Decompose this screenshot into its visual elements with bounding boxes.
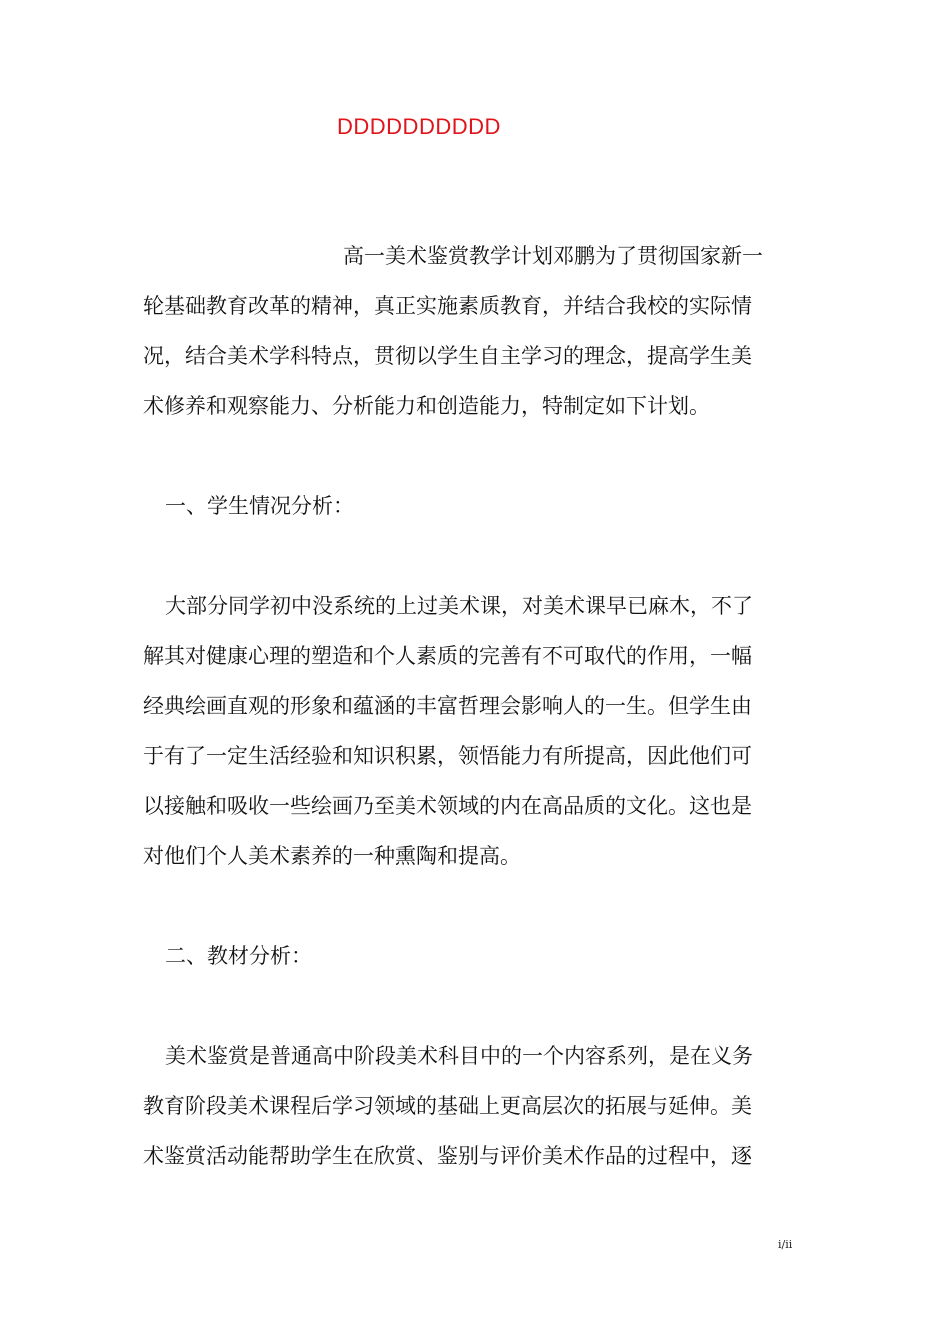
header-title: DDDDDDDDDD xyxy=(337,114,501,139)
intro-line: 轮基础教育改革的精神，真正实施素质教育，并结合我校的实际情 xyxy=(143,294,752,318)
section-heading: 二、教材分析： xyxy=(165,944,312,968)
body-line: 解其对健康心理的塑造和个人素质的完善有不可取代的作用，一幅 xyxy=(143,644,752,668)
body-line: 于有了一定生活经验和知识积累，领悟能力有所提高，因此他们可 xyxy=(143,744,752,768)
body-line: 教育阶段美术课程后学习领域的基础上更高层次的拓展与延伸。美 xyxy=(143,1094,752,1118)
intro-line: 术修养和观察能力、分析能力和创造能力，特制定如下计划。 xyxy=(143,394,710,418)
body-line: 经典绘画直观的形象和蕴涵的丰富哲理会影响人的一生。但学生由 xyxy=(143,694,752,718)
body-line: 以接触和吸收一些绘画乃至美术领域的内在高品质的文化。这也是 xyxy=(143,794,752,818)
section-heading: 一、学生情况分析： xyxy=(165,494,354,518)
body-line: 术鉴赏活动能帮助学生在欣赏、鉴别与评价美术作品的过程中，逐 xyxy=(143,1144,752,1168)
page-number: i/ii xyxy=(778,1238,793,1251)
body-line: 对他们个人美术素养的一种熏陶和提高。 xyxy=(143,844,521,868)
intro-line: 高一美术鉴赏教学计划邓鹏为了贯彻国家新一 xyxy=(343,244,763,268)
body-line: 大部分同学初中没系统的上过美术课，对美术课早已麻木，不了 xyxy=(165,594,753,618)
intro-line: 况，结合美术学科特点，贯彻以学生自主学习的理念，提高学生美 xyxy=(143,344,752,368)
body-line: 美术鉴赏是普通高中阶段美术科目中的一个内容系列，是在义务 xyxy=(165,1044,753,1068)
